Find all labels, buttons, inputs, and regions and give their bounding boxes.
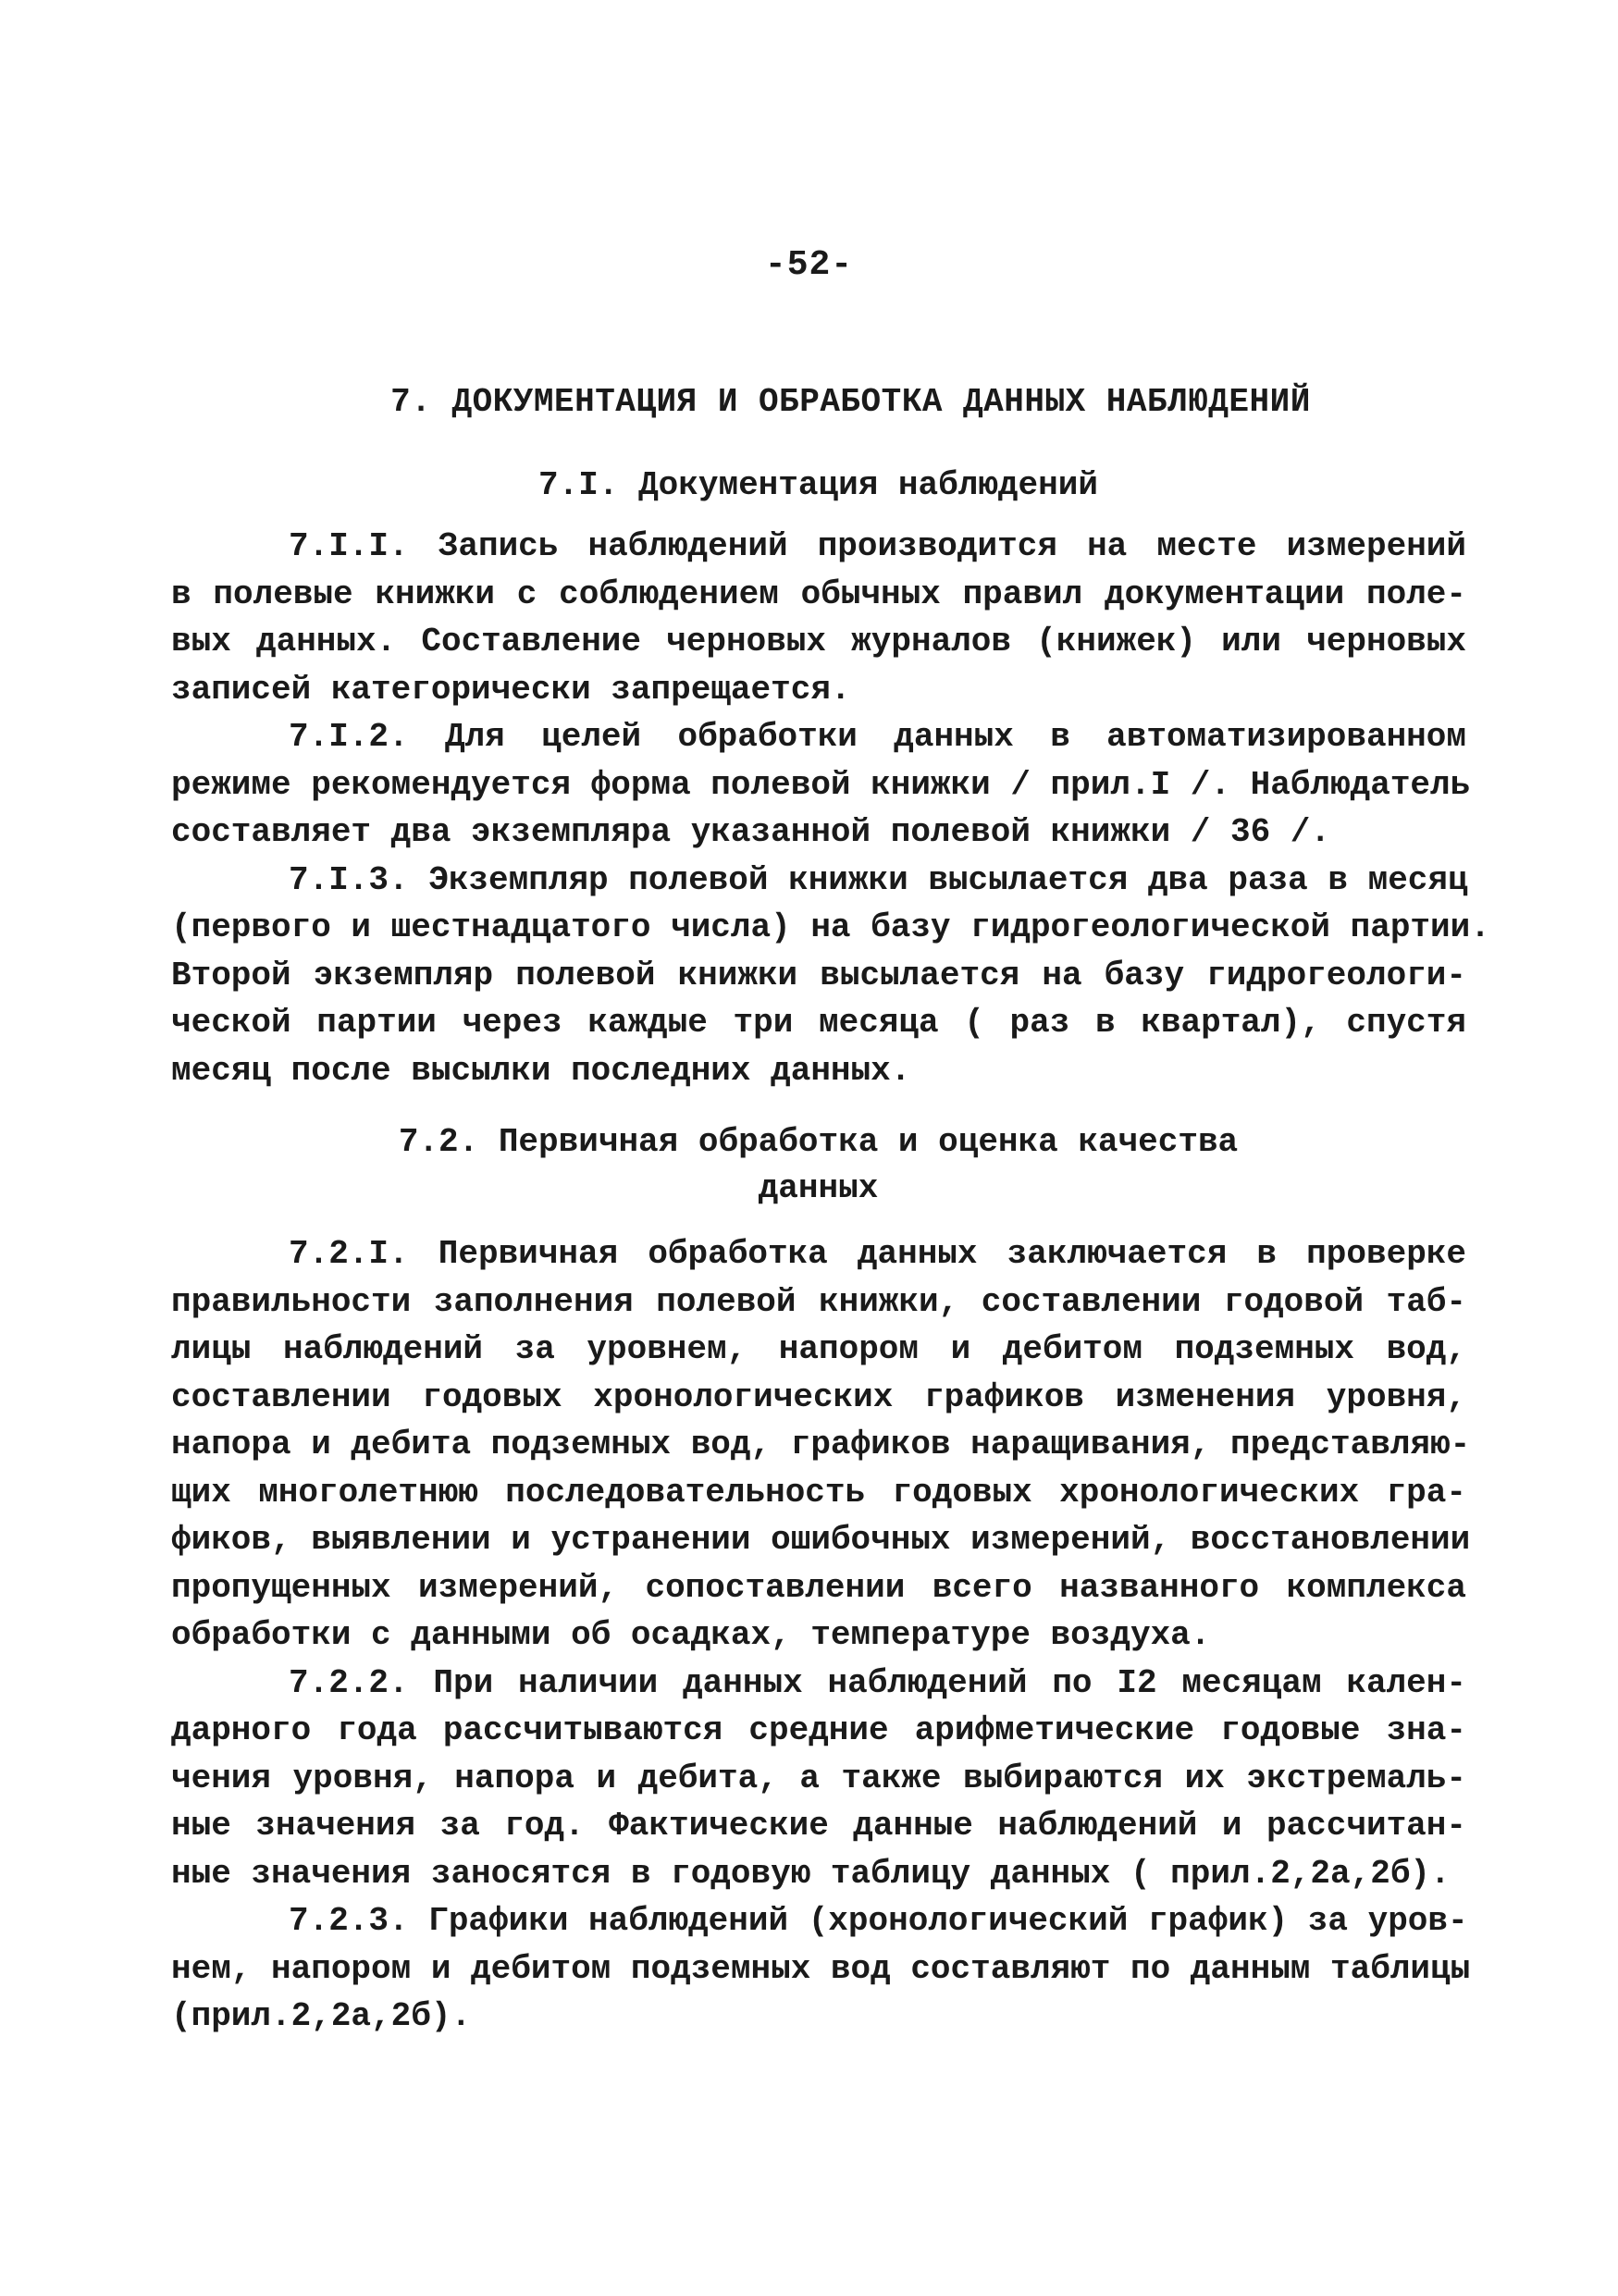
text-line: Второй экземпляр полевой книжки высылается на базу гидрогеологи- bbox=[171, 956, 1466, 994]
text-line: записей категорически запрещается. bbox=[171, 670, 851, 709]
text-line: 7.I.3. Экземпляр полевой книжки высылается два раза в месяц bbox=[289, 860, 1468, 899]
subsection-7-2-title-line-2: данных bbox=[758, 1169, 879, 1207]
section-title: 7. ДОКУМЕНТАЦИЯ И ОБРАБОТКА ДАННЫХ НАБЛЮДЕНИЙ bbox=[390, 383, 1311, 421]
text-line: щих многолетнюю последовательность годовых хронологических гра- bbox=[171, 1473, 1466, 1512]
subsection-7-2-title bbox=[0, 1119, 1618, 1212]
text-line: напора и дебита подземных вод, графиков наращивания, представляю- bbox=[171, 1426, 1471, 1463]
text-line: составлении годовых хронологических графиков изменения уровня, bbox=[171, 1377, 1466, 1416]
text-line: составляет два экземпляра указанной полевой книжки / 36 /. bbox=[171, 813, 1331, 851]
text-line: фиков, выявлении и устранении ошибочных измерений, восстановлении bbox=[171, 1521, 1471, 1559]
text-line: в полевые книжки с соблюдением обычных правил документации поле- bbox=[171, 574, 1466, 613]
subsection-7-2-body bbox=[171, 1230, 1471, 2041]
text-line: (первого и шестнадцатого числа) на базу гидрогеологической партии. bbox=[171, 908, 1490, 946]
text-line: 7.2.2. При наличии данных наблюдений по I2 месяцам кален- bbox=[289, 1663, 1466, 1702]
subsection-7-1-body bbox=[171, 523, 1490, 1094]
text-line: 7.2.I. Первичная обработка данных заключается в проверке bbox=[289, 1235, 1466, 1273]
subsection-7-1-title: 7.I. Документация наблюдений bbox=[538, 466, 1098, 504]
text-line: вых данных. Составление черновых журналов (книжек) или черновых bbox=[171, 623, 1466, 660]
subsection-7-2-title-line-1: 7.2. Первичная обработка и оценка качества bbox=[398, 1123, 1239, 1161]
text-line: чения уровня, напора и дебита, а также выбираются их экстремаль- bbox=[171, 1759, 1466, 1797]
text-line: ческой партии через каждые три месяца ( раз в квартал), спустя bbox=[171, 1004, 1466, 1042]
page-number: -52- bbox=[764, 245, 854, 285]
text-line: дарного года рассчитываются средние арифметические годовые зна- bbox=[171, 1711, 1466, 1749]
text-line: ные значения заносятся в годовую таблицу данных ( прил.2,2а,2б). bbox=[171, 1854, 1451, 1893]
text-line: правильности заполнения полевой книжки, составлении годовой таб- bbox=[171, 1282, 1466, 1321]
text-line: ные значения за год. Фактические данные наблюдений и рассчитан- bbox=[171, 1807, 1466, 1845]
text-line: режиме рекомендуется форма полевой книжки / прил.I /. Наблюдатель bbox=[171, 765, 1471, 804]
text-line: нем, напором и дебитом подземных вод составляют по данным таблицы bbox=[171, 1949, 1471, 1988]
text-line: 7.2.3. Графики наблюдений (хронологический график) за уров- bbox=[289, 1902, 1468, 1940]
text-line: пропущенных измерений, сопоставлении всего названного комплекса bbox=[171, 1568, 1466, 1607]
text-line: лицы наблюдений за уровнем, напором и дебитом подземных вод, bbox=[171, 1330, 1466, 1368]
text-line: 7.I.2. Для целей обработки данных в автоматизированном bbox=[289, 718, 1466, 756]
text-line: 7.I.I. Запись наблюдений производится на месте измерений bbox=[289, 527, 1466, 565]
text-line: (прил.2,2а,2б). bbox=[171, 1997, 472, 2035]
text-line: обработки с данными об осадках, температуре воздуха. bbox=[171, 1616, 1211, 1654]
text-line: месяц после высылки последних данных. bbox=[171, 1051, 911, 1090]
